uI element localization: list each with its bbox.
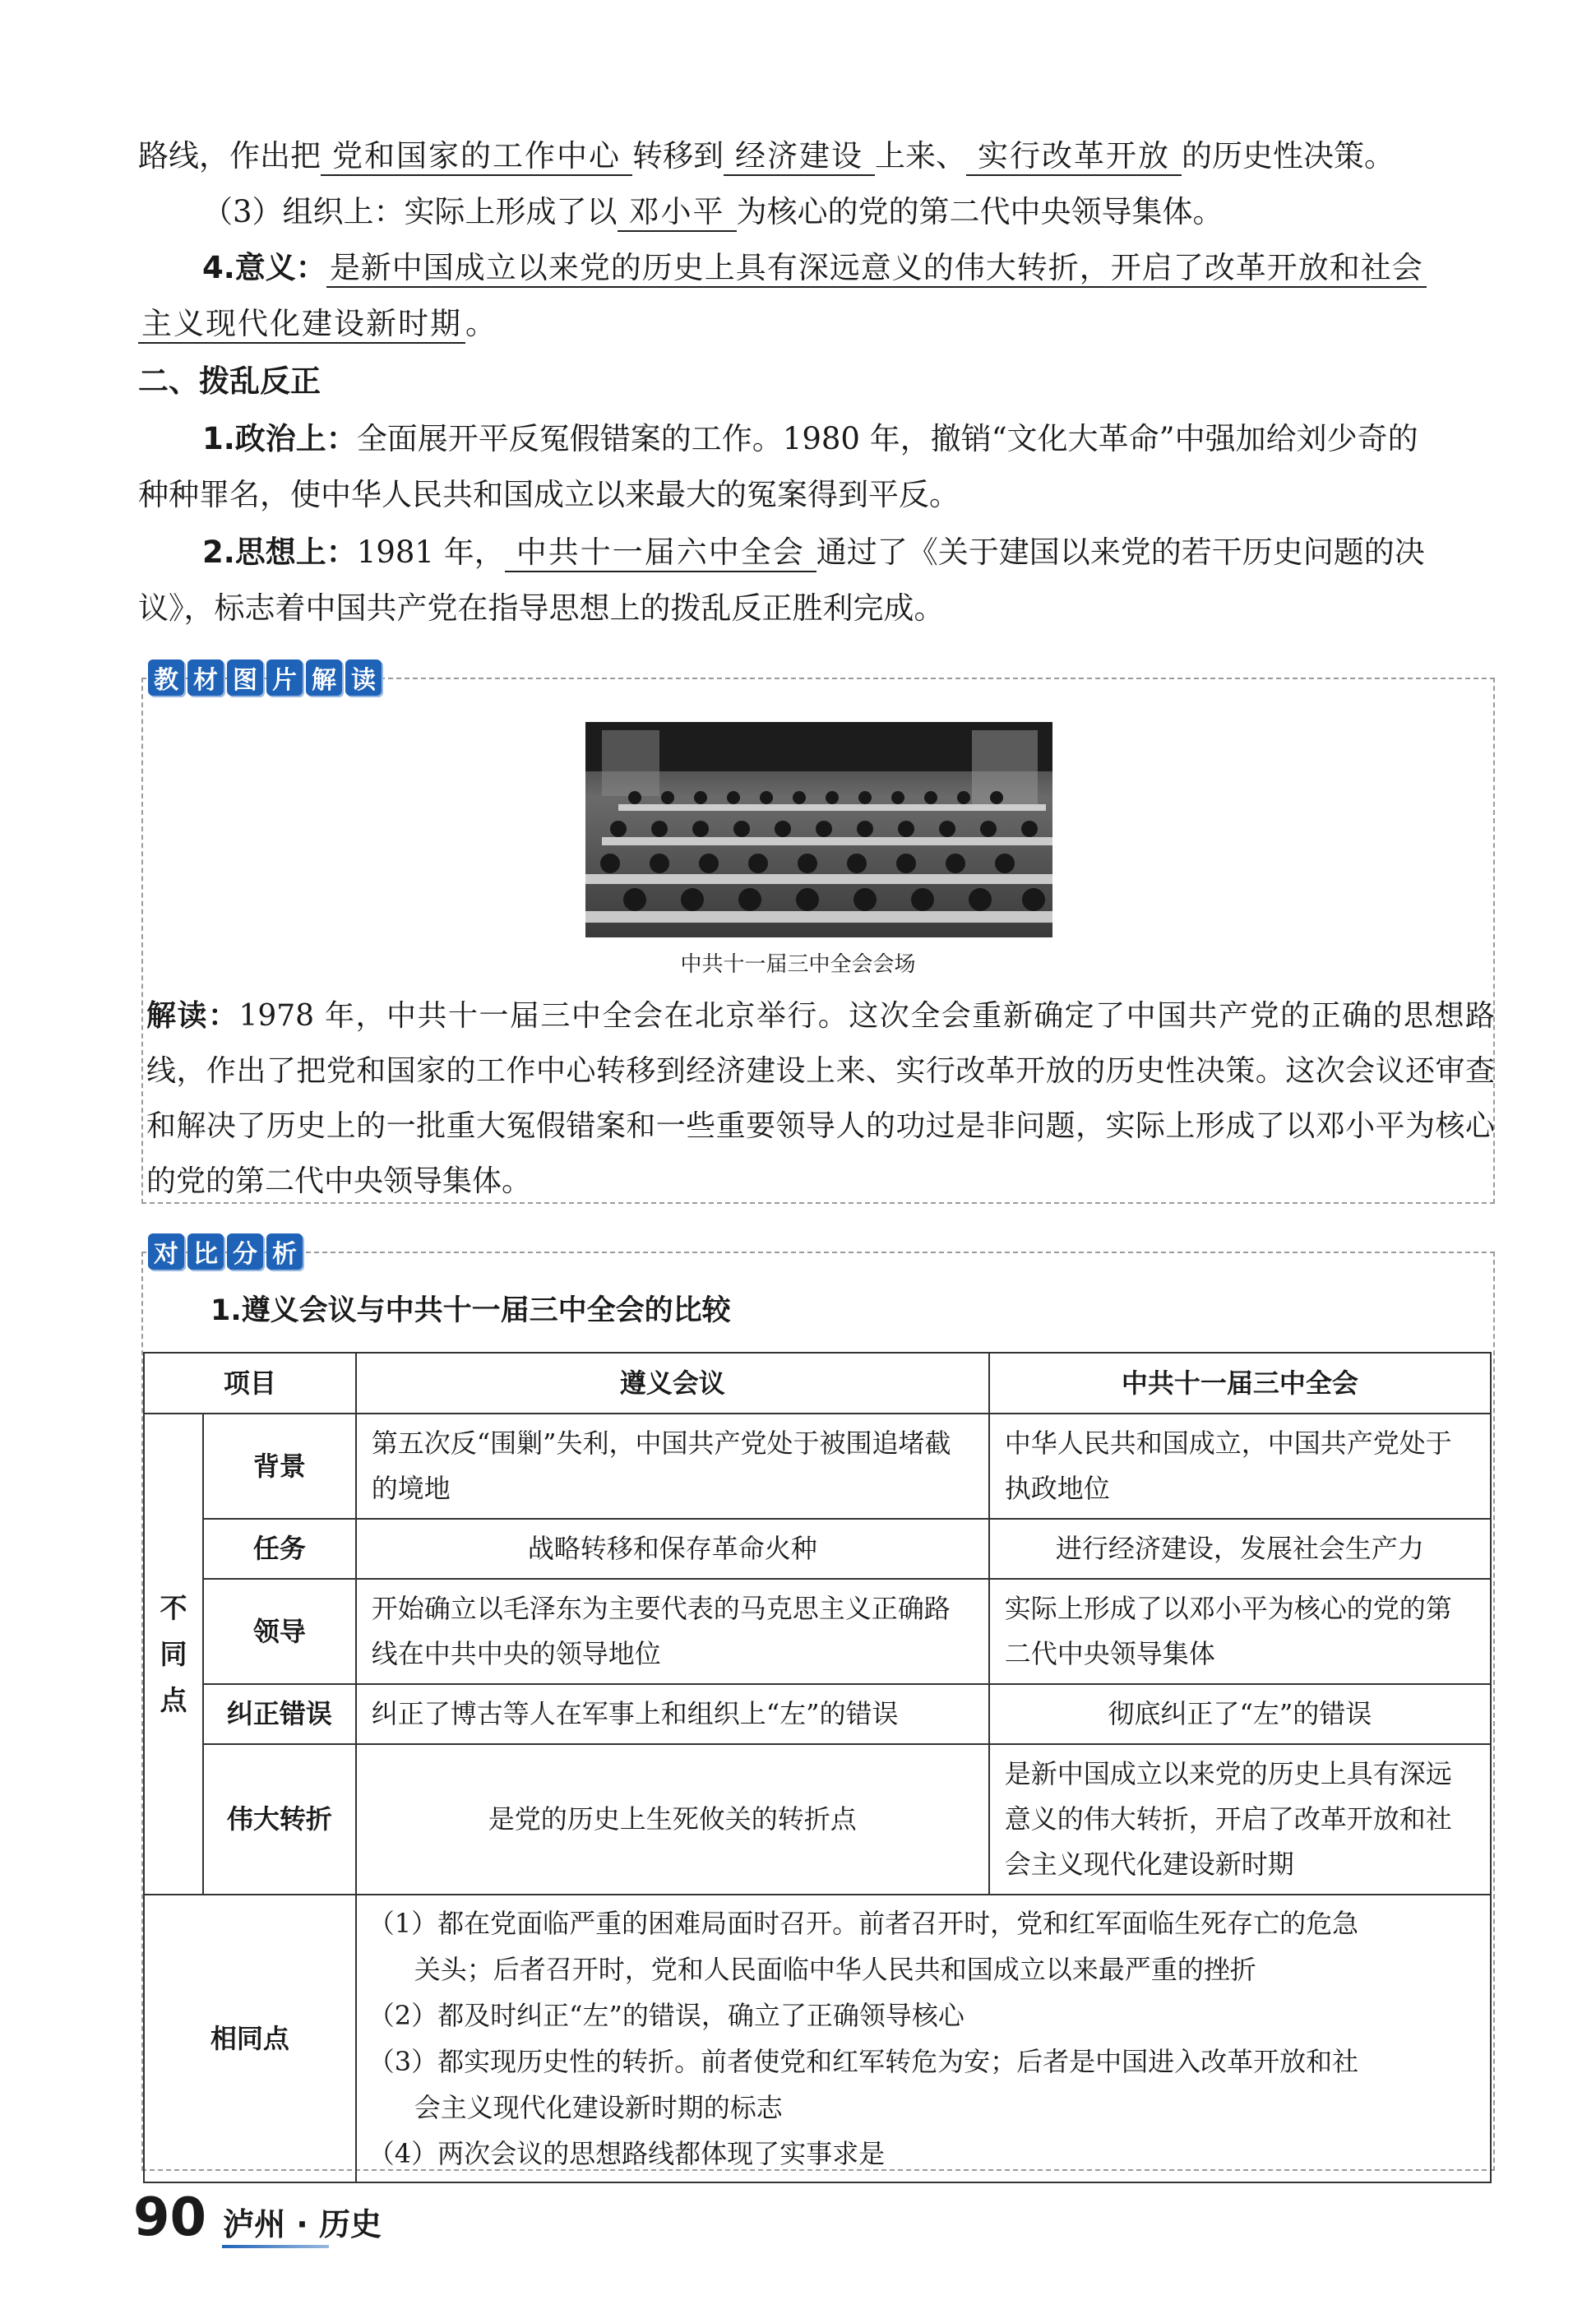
text: 的历史性决策。 — [1182, 138, 1395, 174]
badge-char: 析 — [266, 1233, 303, 1270]
para-political-cont: 种种罪名，使中华人民共和国成立以来最大的冤案得到平反。 — [138, 477, 960, 512]
badge-char: 片 — [266, 659, 303, 696]
header-zunyi: 遵义会议 — [356, 1353, 989, 1414]
para-ideological — [202, 533, 1425, 572]
fill-blank-leader: 邓小平 — [618, 194, 737, 232]
fill-blank-plenum: 中共十一届六中全会 — [505, 535, 817, 572]
badge-char: 材 — [187, 659, 224, 696]
text: （3）组织上：实际上形成了以 — [202, 194, 618, 229]
text: 上来、 — [875, 138, 966, 174]
same-item-cont: 会主义现代化建设新时期的标志 — [414, 2092, 783, 2123]
row-label: 领导 — [203, 1579, 356, 1684]
fill-blank-work-center: 党和国家的工作中心 — [321, 138, 632, 176]
same-label: 相同点 — [144, 1895, 356, 2182]
row-label: 任务 — [203, 1519, 356, 1579]
same-item: （2）都及时纠正“左”的错误，确立了正确领导核心 — [368, 2000, 965, 2031]
table-row-same — [144, 1895, 1491, 2182]
cell-zunyi: 战略转移和保存革命火种 — [356, 1519, 989, 1579]
cell-zunyi: 开始确立以毛泽东为主要代表的马克思主义正确路线在中共中央的领导地位 — [356, 1579, 989, 1684]
cell-zunyi: 纠正了博古等人在军事上和组织上“左”的错误 — [356, 1684, 989, 1744]
label: 4.意义： — [202, 250, 326, 285]
page-number: 90 — [133, 2187, 207, 2248]
line-significance — [202, 248, 1427, 288]
row-label: 背景 — [203, 1414, 356, 1519]
cell-third: 进行经济建设，发展社会生产力 — [989, 1519, 1491, 1579]
para-ideological-cont: 议》，标志着中国共产党在指导思想上的拨乱反正胜利完成。 — [138, 590, 945, 626]
table-row — [144, 1414, 1491, 1519]
interpretation — [146, 988, 1495, 1209]
table-row — [144, 1579, 1491, 1684]
table-row — [144, 1519, 1491, 1579]
cell-third: 中华人民共和国成立，中国共产党处于执政地位 — [989, 1414, 1491, 1519]
line-organization — [202, 192, 1224, 232]
same-item-cont: 关头；后者召开时，党和人民面临中华人民共和国成立以来最严重的挫折 — [414, 1954, 1256, 1985]
footer-accent-bar — [222, 2245, 329, 2248]
badge-char: 分 — [227, 1233, 263, 1270]
compare-subtitle: 1.遵义会议与中共十一届三中全会的比较 — [210, 1294, 731, 1327]
text: 通过了《关于建国以来党的若干历史问题的决 — [816, 535, 1425, 570]
badge-char: 图 — [227, 659, 263, 696]
fill-blank-economy: 经济建设 — [724, 138, 875, 176]
line-significance-cont — [138, 304, 496, 344]
same-cell — [356, 1895, 1491, 2182]
cell-third: 彻底纠正了“左”的错误 — [989, 1684, 1491, 1744]
cell-zunyi: 第五次反“围剿”失利，中国共产党处于被围追堵截的境地 — [356, 1414, 989, 1519]
same-item: （1）都在党面临严重的困难局面时召开。前者召开时，党和红军面临生死存亡的危急 — [368, 1908, 1359, 1939]
same-item: （3）都实现历史性的转折。前者使党和红军转危为安；后者是中国进入改革开放和社 — [368, 2046, 1359, 2077]
badge-char: 比 — [187, 1233, 224, 1270]
table-header-row — [144, 1353, 1491, 1414]
picture-badge — [148, 659, 382, 696]
label: 2.思想上： — [202, 535, 357, 570]
fill-blank-reform: 实行改革开放 — [966, 138, 1182, 176]
badge-char: 读 — [345, 659, 382, 696]
row-label: 伟大转折 — [203, 1744, 356, 1895]
book-title: 泸州 · 历史 — [223, 2206, 382, 2242]
comparison-table — [143, 1352, 1492, 2183]
cell-third: 是新中国成立以来党的历史上具有深远意义的伟大转折，开启了改革开放和社会主义现代化建设新时期 — [989, 1744, 1491, 1895]
line-decision — [138, 137, 1395, 176]
cell-zunyi: 是党的历史上生死攸关的转折点 — [356, 1744, 989, 1895]
text: 。 — [465, 306, 496, 341]
text: 为核心的党的第二代中央领导集体。 — [736, 194, 1224, 229]
label: 1.政治上： — [202, 421, 357, 456]
text: 全面展开平反冤假错案的工作。1980 年，撤销“文化大革命”中强加给刘少奇的 — [356, 421, 1418, 456]
table-row — [144, 1684, 1491, 1744]
text: 转移到 — [632, 138, 724, 174]
section-title: 二、拨乱反正 — [138, 363, 321, 399]
badge-char: 教 — [148, 659, 184, 696]
header-item: 项目 — [144, 1353, 356, 1414]
compare-badge — [148, 1233, 303, 1270]
fill-blank-significance-a: 是新中国成立以来党的历史上具有深远意义的伟大转折，开启了改革开放和社会 — [326, 250, 1427, 288]
para-political — [202, 419, 1418, 459]
cell-third: 实际上形成了以邓小平为核心的党的第二代中央领导集体 — [989, 1579, 1491, 1684]
table-row — [144, 1744, 1491, 1895]
text: 1978 年，中共十一届三中全会在北京举行。这次全会重新确定了中国共产党的正确的思想路线，作出了把党和国家的工作中心转移到经济建设上来、实行改革开放的历史性决策。这次会议还审查和解决了历史上的一批重大冤假错案和一些重要领导人的功过是非问题，实际上形成了以邓小平为核心的党的第二代中央领导集体。 — [146, 999, 1495, 1198]
label: 解读： — [146, 999, 239, 1033]
photo-caption: 中共十一届三中全会会场 — [680, 952, 916, 977]
diff-label: 不同点 — [144, 1414, 203, 1895]
footer — [133, 2187, 382, 2248]
badge-char: 对 — [148, 1233, 184, 1270]
fill-blank-significance-b: 主义现代化建设新时期 — [138, 306, 465, 344]
row-label: 纠正错误 — [203, 1684, 356, 1744]
badge-char: 解 — [306, 659, 342, 696]
header-third-plenum: 中共十一届三中全会 — [989, 1353, 1491, 1414]
text: 路线，作出把 — [138, 138, 321, 174]
meeting-photo — [585, 722, 1052, 937]
same-item: （4）两次会议的思想路线都体现了实事求是 — [368, 2138, 886, 2169]
text: 1981 年， — [356, 535, 505, 570]
